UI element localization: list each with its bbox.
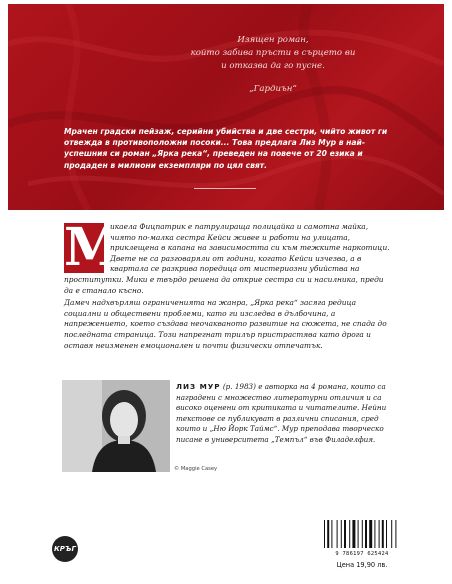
divider bbox=[194, 188, 256, 189]
barcode-bar bbox=[369, 520, 372, 548]
barcode-bar bbox=[352, 520, 355, 548]
barcode-bar bbox=[395, 520, 396, 548]
promo-blurb: Мрачен градски пейзаж, серийни убийства и две сестри, чийто живот ги отвежда в противоположни посоки... Това предлага Лиз Мур в най-успешния си роман „Ярка река“, преведен на повече от 20 езика и продаден в милиони екземпляри по цял свят. bbox=[64, 127, 388, 170]
drop-cap-letter: М bbox=[64, 217, 122, 278]
barcode-bar bbox=[341, 520, 342, 548]
red-header-panel bbox=[8, 4, 444, 210]
quote-line: Изящен роман, bbox=[237, 35, 309, 45]
author-bio-text: (р. 1983) е авторка на 4 романа, които са наградени с множество литературни отличия и са високо оценени от критиката и читателите. Нейни текстове се публикуват в различни списания, сред които и „Ню Йорк Таймс“. Мур преподава творческо писане в университета „Темпъл“ във Филаделфия. bbox=[176, 382, 387, 444]
author-name: ЛИЗ МУР bbox=[176, 382, 221, 391]
author-portrait-icon bbox=[62, 380, 170, 472]
price-label: Цена 19,90 лв. bbox=[336, 561, 388, 569]
barcode-bar bbox=[365, 520, 367, 548]
barcode-bar bbox=[374, 520, 375, 548]
barcode-bar bbox=[324, 520, 325, 548]
barcode-bar bbox=[331, 520, 332, 548]
barcode-bar bbox=[337, 520, 338, 548]
quote-line: и отказва да го пусне. bbox=[221, 61, 325, 71]
quote-line: който забива пръсти в сърцето ви bbox=[190, 48, 356, 58]
isbn-number: 9 786197 625424 bbox=[335, 551, 389, 557]
barcode-bar bbox=[344, 520, 346, 548]
author-photo bbox=[62, 380, 170, 472]
description-paragraph-2: Дамеч надхвърляш ограниченията на жанра, „Ярка река“ засяга редица социални и обществени проблеми, като ги изследва в дълбочина, а напрежението, което създава неочакваното развитие на сюжета, не спада до последната страница. Този напрегнат трилър пристрастява като дрога и оставя неизменен емоционален и почти физически отпечатък. bbox=[64, 298, 387, 350]
barcode-bar bbox=[327, 520, 329, 548]
photo-credit: © Maggie Casey bbox=[174, 466, 218, 472]
description-paragraph-1: икаела Фицпатрик е патрулираща полицайка и самотна майка, чиято по-малка сестра Кейси живее и работи на улицата, приклещена в капана на зависимостта си към тежките наркотици. Двете не са разговаряли от години, когато Кейси изчезва, а в квартала се разкрива поредица от мистериозни убийства на проститутки. Мики е твърдо решена да открие сестра си и насилника, преди да е станало късно. bbox=[64, 222, 390, 295]
barcode-bar bbox=[362, 520, 363, 548]
author-bio bbox=[176, 382, 402, 446]
publisher-logo: КРЪГ bbox=[52, 536, 78, 562]
barcode-icon bbox=[322, 518, 402, 550]
barcode-bar bbox=[391, 520, 392, 548]
barcode-bar bbox=[386, 520, 387, 548]
review-quote bbox=[158, 34, 388, 96]
barcode-bar bbox=[349, 520, 350, 548]
barcode-bar bbox=[379, 520, 380, 548]
quote-source: „Гардиън“ bbox=[249, 84, 297, 94]
barcode-bar bbox=[382, 520, 384, 548]
book-description bbox=[64, 217, 390, 351]
barcode-bar bbox=[358, 520, 359, 548]
